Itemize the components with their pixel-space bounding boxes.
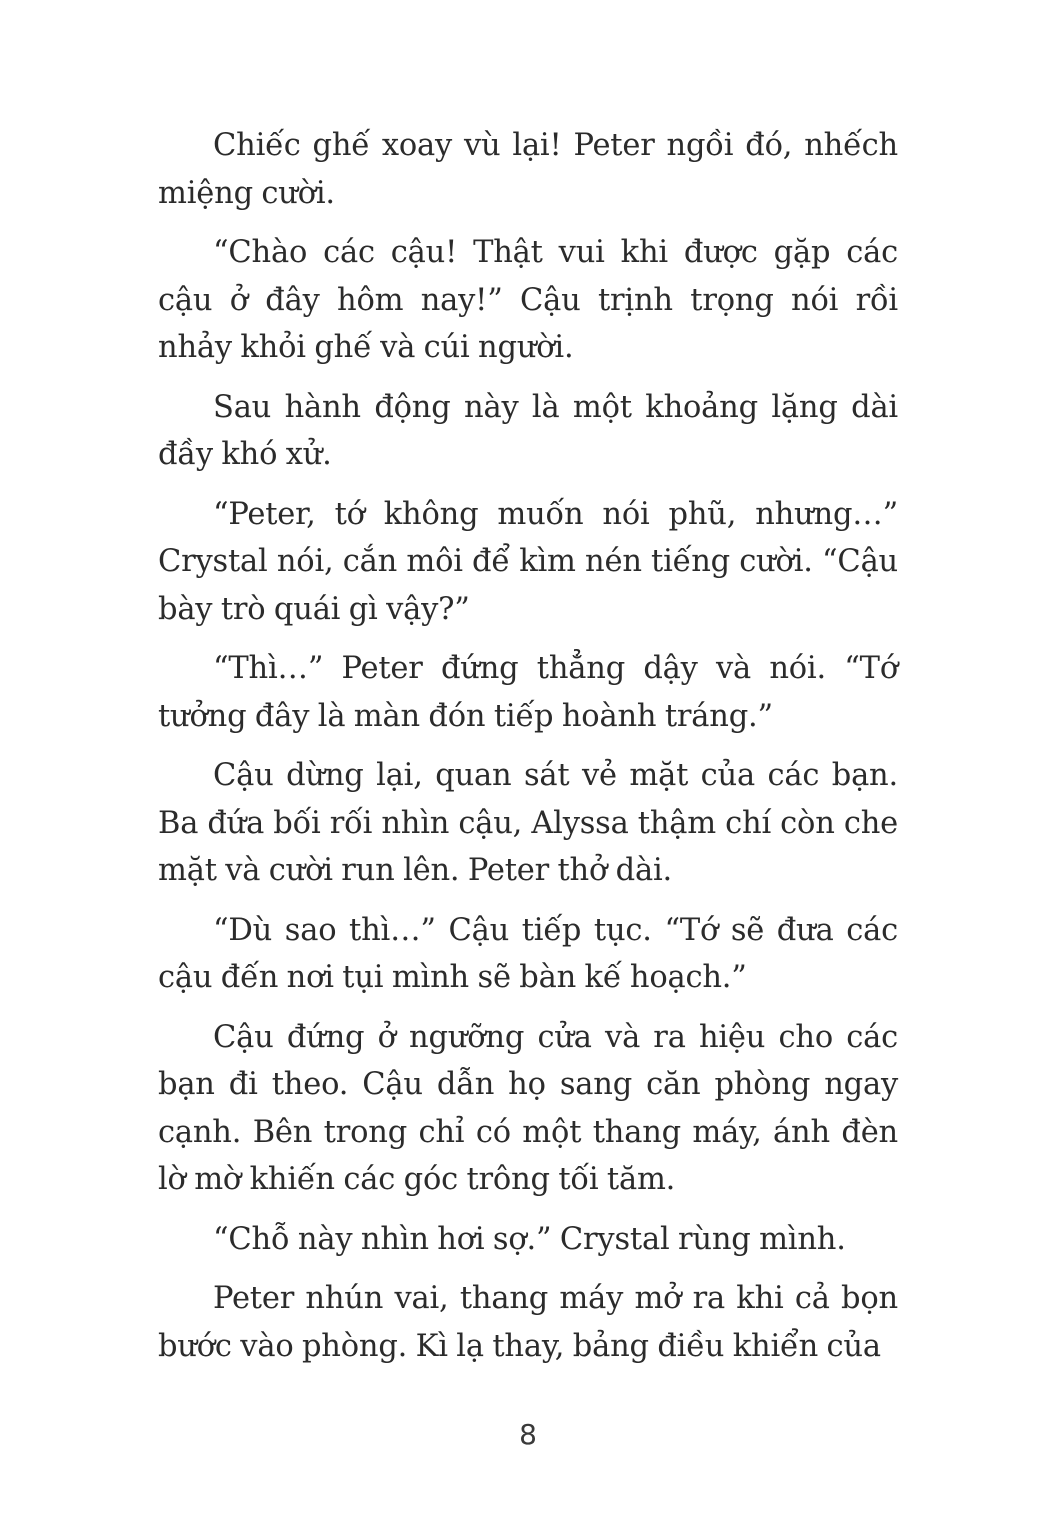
paragraph-3: Sau hành động này là một khoảng lặng dài đầy khó xử. — [158, 389, 898, 472]
paragraph-10: Peter nhún vai, thang máy mở ra khi cả bọn bước vào phòng. Kì lạ thay, bảng điều khiển của — [158, 1281, 898, 1364]
body-text — [158, 122, 898, 1382]
paragraph-9: “Chỗ này nhìn hơi sợ.” Crystal rùng mình. — [213, 1221, 846, 1257]
paragraph-4: “Peter, tớ không muốn nói phũ, nhưng…” Crystal nói, cắn môi để kìm nén tiếng cười. “Cậu bày trò quái gì vậy?” — [158, 496, 898, 627]
paragraph-7: “Dù sao thì…” Cậu tiếp tục. “Tớ sẽ đưa các cậu đến nơi tụi mình sẽ bàn kế hoạch.” — [158, 912, 898, 995]
paragraph-6: Cậu dừng lại, quan sát vẻ mặt của các bạn. Ba đứa bối rối nhìn cậu, Alyssa thậm chí còn che mặt và cười run lên. Peter thở dài. — [158, 758, 898, 888]
paragraph-2: “Chào các cậu! Thật vui khi được gặp các cậu ở đây hôm nay!” Cậu trịnh trọng nói rồi nhảy khỏi ghế và cúi người. — [158, 235, 898, 365]
paragraph-8: Cậu đứng ở ngưỡng cửa và ra hiệu cho các bạn đi theo. Cậu dẫn họ sang căn phòng ngay cạnh. Bên trong chỉ có một thang máy, ánh đèn lờ mờ khiến các góc trông tối tăm. — [158, 1019, 898, 1197]
page-number: 8 — [519, 1418, 537, 1451]
paragraph-1: Chiếc ghế xoay vù lại! Peter ngồi đó, nhếch miệng cười. — [158, 128, 898, 211]
paragraph-5: “Thì…” Peter đứng thẳng dậy và nói. “Tớ tưởng đây là màn đón tiếp hoành tráng.” — [158, 651, 898, 734]
